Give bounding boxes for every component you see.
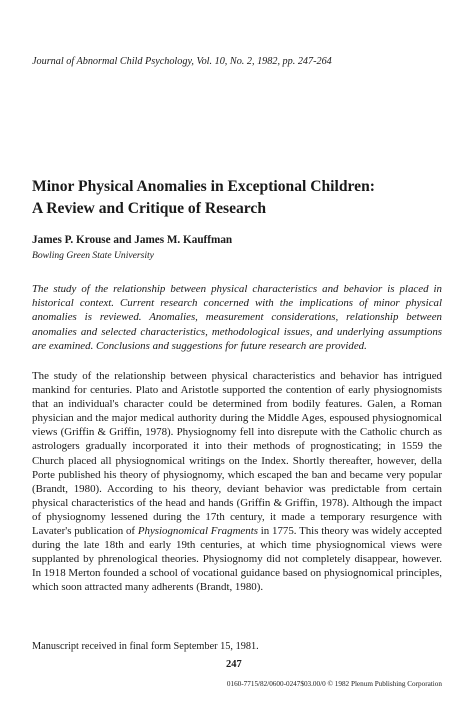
- manuscript-received-note: Manuscript received in final form September 15, 1981.: [32, 641, 259, 652]
- title-line-1: Minor Physical Anomalies in Exceptional Children:: [32, 178, 375, 195]
- journal-citation: Journal of Abnormal Child Psychology, Vol. 10, No. 2, 1982, pp. 247-264: [32, 56, 332, 67]
- abstract: The study of the relationship between physical characteristics and behavior is placed in historical context. Current research concerned with the implications of minor physical anomalies is reviewed. Anomalies, measurement considerations, relationship between anomalies and selected characteristics, methodological issues, and underlying assumptions are examined. Conclusions and suggestions for future research are provided.: [32, 283, 442, 352]
- author-affiliation: Bowling Green State University: [32, 250, 154, 261]
- body-text-part-1: The study of the relationship between physical characteristics and behavior has intrigued mankind for centuries. Plato and Aristotle supported the contention of early physiognomists that an individual's character could be determined from bodily features. Galen, a Roman physician and the major medical authority during the Middle Ages, espoused physiognomical views (Griffin & Griffin, 1978). Physiognomy fell into disrepute with the Catholic church as astrologers gradually incorporated it into their methods of prognosticating; in 1559 the Church placed all physiognomical writings on the Index. Shortly thereafter, however, della Porte published his theory of physiognomy, which escaped the ban and became very popular (Brandt, 1980). According to his theory, deviant behavior was predictable from certain physical characteristics of the head and hands (Griffin & Griffin, 1978). Although the impact of physiognomy lessened during the 17th century, it made a temporary resurgence with Lavater's publication of: [32, 370, 442, 538]
- author-names: James P. Krouse and James M. Kauffman: [32, 234, 233, 246]
- page-number: 247: [226, 659, 242, 670]
- book-title-physiognomical-fragments: Physiognomical Fragments: [137, 525, 258, 538]
- body-paragraph: [32, 369, 442, 595]
- article-title: [32, 176, 462, 220]
- copyright-line: 0160-7715/82/0600-0247$03.00/0 © 1982 Plenum Publishing Corporation: [226, 680, 442, 688]
- title-line-2: A Review and Critique of Research: [32, 200, 267, 217]
- body-text-part-2: in 1775. This theory was widely accepted during the late 18th and early 19th centuries, at which time physiognomical views were supplanted by phrenological theories. Physiognomy did not completely disappear, however. In 1918 Merton founded a school of vocational guidance based on physiognomical principles, which soon attracted many adherents (Brandt, 1980).: [32, 525, 442, 594]
